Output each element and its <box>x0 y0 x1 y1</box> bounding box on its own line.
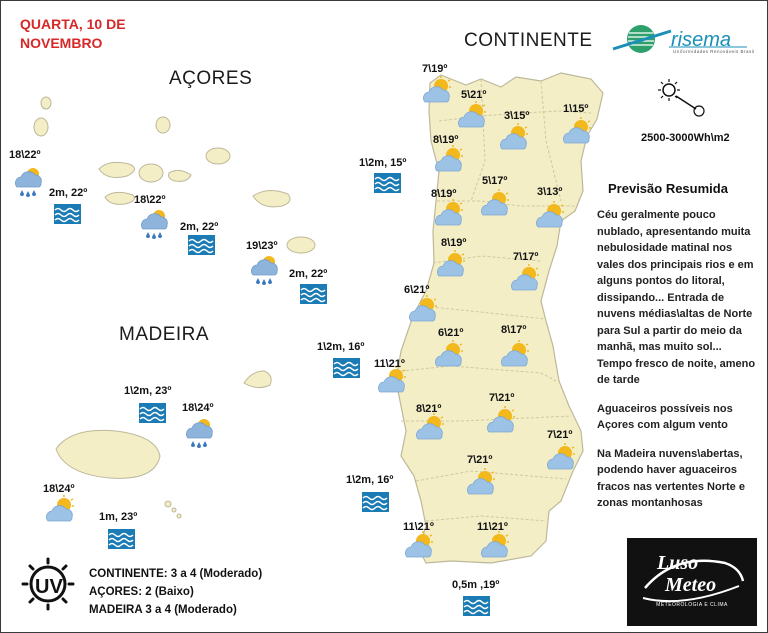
temp-label: 8\17º <box>501 324 527 336</box>
date-line-2: NOVEMBRO <box>20 35 103 51</box>
sea-icon-c-s <box>362 492 389 512</box>
temp-label: 11\21º <box>403 521 434 533</box>
region-title-azores: AÇORES <box>169 68 253 89</box>
temp-label: 3\15º <box>504 110 530 122</box>
date-line-1: QUARTA, 10 DE <box>20 16 126 32</box>
temp-label: 8\19º <box>441 237 467 249</box>
temp-label: 8\19º <box>431 188 457 200</box>
temp-label: 8\21º <box>416 403 442 415</box>
region-title-madeira: MADEIRA <box>119 324 210 345</box>
sea-label: 2m, 22º <box>49 187 88 199</box>
temp-label: 18\22º <box>9 149 41 161</box>
region-title-continent: CONTINENTE <box>464 30 593 51</box>
solar-energy-icon <box>658 79 704 116</box>
temp-label: 7\21º <box>547 429 573 441</box>
rain-icon-az-c <box>141 210 167 239</box>
sea-icon-c-alg <box>463 596 490 616</box>
rain-icon-az-e <box>251 256 277 285</box>
lusometeo-line1: Luso <box>657 552 699 574</box>
lusometeo-logo <box>627 538 757 626</box>
sea-label: 1\2m, 23º <box>124 385 172 397</box>
temp-label: 18\24º <box>182 402 214 414</box>
sea-icon-c-n <box>374 173 401 193</box>
svg-text:UV: UV <box>35 576 63 598</box>
temp-label: 7\17º <box>513 251 539 263</box>
rain-icon-md <box>186 419 212 448</box>
rain-icon-az-w <box>15 168 41 197</box>
temp-label: 18\24º <box>43 483 75 495</box>
temp-label: 11\21º <box>374 358 405 370</box>
partly-cloudy-icon-md <box>46 495 74 521</box>
temp-label: 6\21º <box>404 284 430 296</box>
sea-icon-az-e <box>300 284 327 304</box>
sea-icon-md-n <box>139 403 166 423</box>
temp-label: 5\21º <box>461 89 487 101</box>
sea-label: 1\2m, 16º <box>346 474 394 486</box>
risema-tagline: Uniformidades Renováveis Brasil <box>673 49 755 54</box>
uv-continent: CONTINENTE: 3 a 4 (Moderado) <box>89 568 263 580</box>
temp-label: 3\13º <box>537 186 563 198</box>
uv-sun-icon <box>23 559 73 609</box>
temp-label: 6\21º <box>438 327 464 339</box>
sea-icon-az-c <box>188 235 215 255</box>
summary-text <box>597 207 757 524</box>
temp-label: 7\19º <box>422 63 448 75</box>
sea-icon-c-c <box>333 358 360 378</box>
sea-label: 2m, 22º <box>289 268 328 280</box>
summary-title: Previsão Resumida <box>608 181 728 196</box>
summary-paragraph-1: Céu geralmente pouco nublado, apresentando muita nebulosidade matinal nos vales dos principais rios e em alguns pontos do litoral, dissipando... Entrada de nuvens médias\altas de Norte para Sul a partir do meio da manhã, mas muito sol... Tempo fresco de noite, ameno de tarde <box>597 209 756 386</box>
temp-label: 7\21º <box>467 454 493 466</box>
sea-label: 1\2m, 16º <box>317 341 365 353</box>
solar-energy-value: 2500-3000Wh\m2 <box>641 132 730 144</box>
sea-label: 1m, 23º <box>99 511 138 523</box>
summary-paragraph-3: Na Madeira nuvens\abertas, podendo haver aguaceiros fracos nas vertentes Norte e zonas montanhosas <box>597 447 745 509</box>
temp-label: 5\17º <box>482 175 508 187</box>
sea-icon-az-w <box>54 204 81 224</box>
azores-islands <box>34 97 315 253</box>
temp-label: 18\22º <box>134 194 166 206</box>
temp-label: 8\19º <box>433 134 459 146</box>
uv-madeira: MADEIRA 3 a 4 (Moderado) <box>89 604 237 616</box>
summary-paragraph-2: Aguaceiros possíveis nos Açores com algum vento <box>597 402 733 431</box>
sea-label: 2m, 22º <box>180 221 219 233</box>
temp-label: 11\21º <box>477 521 508 533</box>
uv-index-list <box>89 565 262 619</box>
sea-label: 0,5m ,19º <box>452 579 500 591</box>
uv-azores: AÇORES: 2 (Baixo) <box>89 586 194 598</box>
risema-logo-text: risema <box>671 29 732 51</box>
lusometeo-line2: Meteo <box>665 574 717 596</box>
sea-icon-md-s <box>108 529 135 549</box>
temp-label: 1\15º <box>563 103 589 115</box>
lusometeo-tagline: METEOROLOGIA E CLIMA <box>656 602 728 608</box>
temp-label: 19\23º <box>246 240 278 252</box>
temp-label: 7\21º <box>489 392 515 404</box>
sea-label: 1\2m, 15º <box>359 157 407 169</box>
